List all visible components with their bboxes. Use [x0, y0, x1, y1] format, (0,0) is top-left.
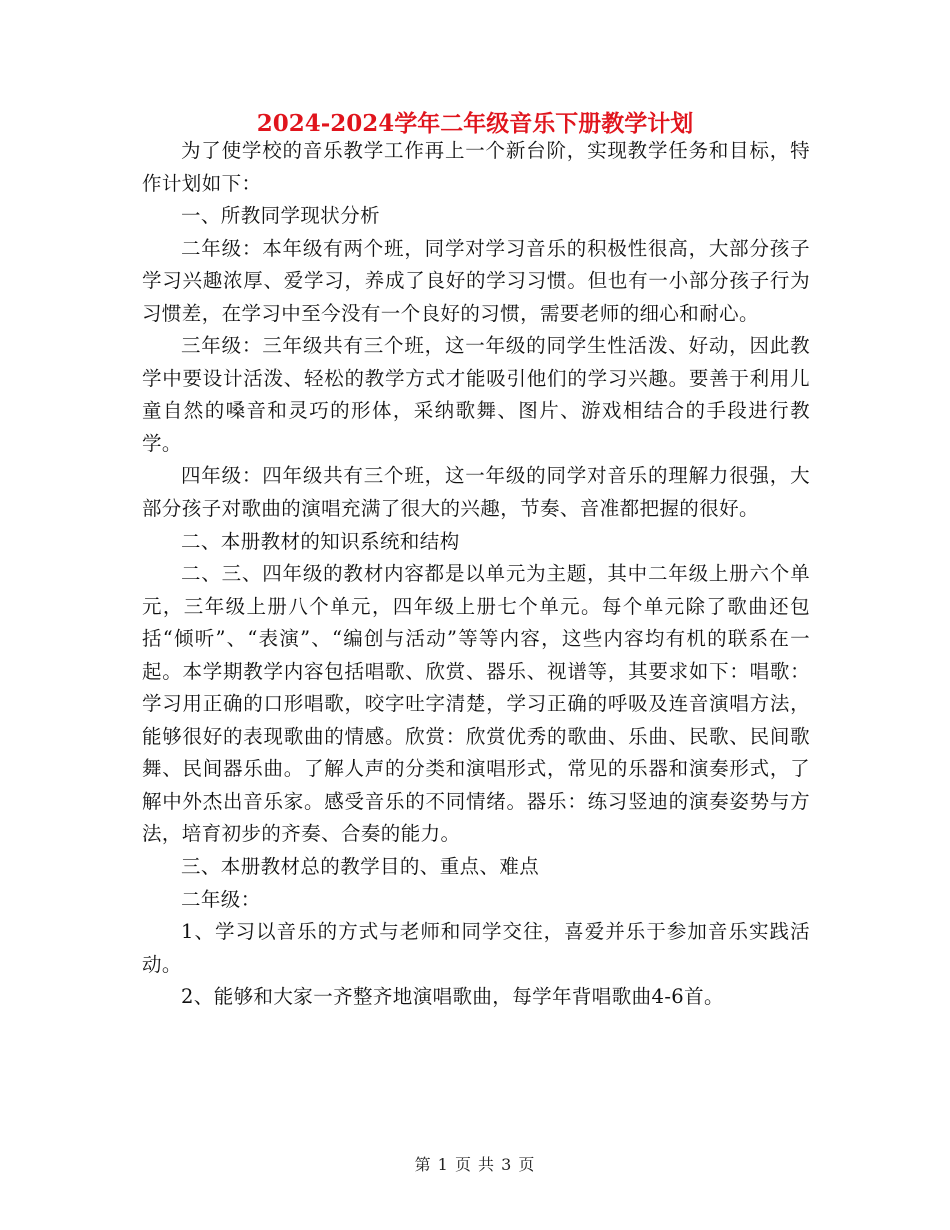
section-heading-2: 二、本册教材的知识系统和结构: [181, 529, 460, 553]
page-footer: 第 1 页 共 3 页: [414, 1155, 536, 1174]
paragraph-grade-2: 二年级：本年级有两个班，同学对学习音乐的积极性很高，大部分孩子学习兴趣浓厚、爱学习，养成了良好的学习习惯。但也有一小部分孩子行为习惯差，在学习中至今没有一个良好的习惯，需要老师的细心和耐心。: [142, 236, 810, 325]
document-body: [142, 135, 810, 1014]
section-heading-3: 三、本册教材总的教学目的、重点、难点: [181, 855, 540, 879]
subheading-grade-2: 二年级：: [181, 887, 261, 911]
paragraph-grade-3: 三年级：三年级共有三个班，这一年级的同学生性活泼、好动，因此教学中要设计活泼、轻松的教学方式才能吸引他们的学习兴趣。要善于利用儿童自然的嗓音和灵巧的形体，采纳歌舞、图片、游戏相结合的手段进行教学。: [142, 334, 810, 455]
document-title: 2024-2024学年二年级音乐下册教学计划: [256, 110, 694, 137]
section-heading-1: 一、所教同学现状分析: [181, 204, 381, 228]
paragraph-intro: 为了使学校的音乐教学工作再上一个新台阶，实现教学任务和目标，特作计划如下：: [142, 139, 810, 195]
list-item-1: 1、学习以音乐的方式与老师和同学交往，喜爱并乐于参加音乐实践活动。: [142, 920, 810, 976]
paragraph-textbook-structure: 二、三、四年级的教材内容都是以单元为主题，其中二年级上册六个单元，三年级上册八个单元，四年级上册七个单元。每个单元除了歌曲还包括“倾听”、“表演”、“编创与活动”等等内容，这些内容均有机的联系在一起。本学期教学内容包括唱歌、欣赏、器乐、视谱等，其要求如下：唱歌：学习用正确的口形唱歌，咬字吐字清楚，学习正确的呼吸及连音演唱方法，能够很好的表现歌曲的情感。欣赏：欣赏优秀的歌曲、乐曲、民歌、民间歌舞、民间器乐曲。了解人声的分类和演唱形式，常见的乐器和演奏形式，了解中外杰出音乐家。感受音乐的不同情绪。器乐：练习竖迪的演奏姿势与方法，培育初步的齐奏、合奏的能力。: [142, 562, 810, 846]
list-item-2: 2、能够和大家一齐整齐地演唱歌曲，每学年背唱歌曲4-6首。: [181, 985, 724, 1009]
paragraph-grade-4: 四年级：四年级共有三个班，这一年级的同学对音乐的理解力很强，大部分孩子对歌曲的演唱充满了很大的兴趣，节奏、音准都把握的很好。: [142, 464, 810, 521]
